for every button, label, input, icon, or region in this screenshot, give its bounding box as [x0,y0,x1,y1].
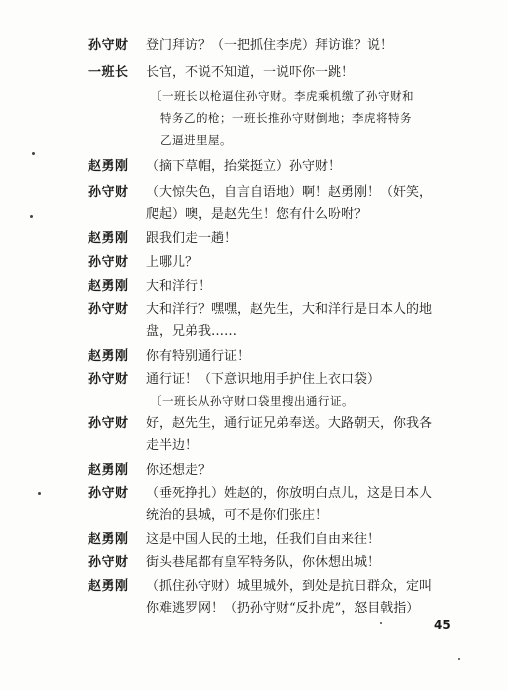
speaker-name: 孙守财 [88,416,129,431]
speaker-name: 孙守财 [88,372,129,387]
dialogue-text: 上哪儿？ [146,255,199,270]
stage-direction: 〔一班长以枪逼住孙守财。李虎乘机缴了孙守财和 [150,89,414,103]
dialogue-text: （垂死挣扎）姓赵的，你放明白点儿，这是日本人 [146,486,433,501]
dialogue-continuation: 盘，兄弟我…… [146,324,238,339]
dialogue-text: （大惊失色，自言自语地）啊！赵勇刚！（奸笑， [146,185,433,200]
dialogue-continuation: 爬起）噢，是赵先生！您有什么吩咐？ [146,207,368,222]
speaker-name: 孙守财 [88,255,129,270]
dialogue-text: 通行证！（下意识地用手护住上衣口袋） [146,372,381,387]
speaker-name: 赵勇刚 [88,279,129,294]
dialogue-text: 你有特别通行证！ [146,349,251,364]
scan-speck [38,492,41,495]
speaker-name: 赵勇刚 [88,159,129,174]
dialogue-text: （摘下草帽，抬棠挺立）孙守财！ [146,159,342,174]
speaker-name: 孙守财 [88,38,129,53]
speaker-name: 孙守财 [88,185,129,200]
dialogue-continuation: 统治的县城，可不是你们张庄！ [146,508,329,523]
stage-direction: 特务乙的枪；一班长推孙守财倒地；李虎将特务 [160,111,412,125]
dialogue-text: 街头巷尾都有皇军特务队，你休想出城！ [146,555,381,570]
speaker-name: 赵勇刚 [88,463,129,478]
stage-direction: 〔一班长从孙守财口袋里搜出通行证。 [150,394,354,408]
dialogue-text: 你还想走？ [146,463,212,478]
speaker-name: 赵勇刚 [88,532,129,547]
dialogue-text: 这是中国人民的土地，任我们自由来往！ [146,532,381,547]
speaker-name: 孙守财 [88,555,129,570]
speaker-name: 赵勇刚 [88,349,129,364]
scan-speck [458,658,460,660]
dialogue-text: 好，赵先生，通行证兄弟奉送。大路朝天，你我各 [146,416,433,431]
dialogue-text: 跟我们走一趟！ [146,231,238,246]
dialogue-text: 大和洋行？嘿嘿，赵先生，大和洋行是日本人的地 [146,302,433,317]
speaker-name: 赵勇刚 [88,579,129,594]
dialogue-text: 长官，不说不知道，一说吓你一跳！ [146,65,355,80]
speaker-name: 孙守财 [88,486,129,501]
dialogue-text: 登门拜访？（一把抓住李虎）拜访谁？说！ [146,38,394,53]
scan-speck [380,622,382,624]
page-number: 45 [434,618,451,632]
stage-direction: 乙逼进里屋。 [160,133,232,147]
scan-speck [32,152,35,155]
dialogue-text: 大和洋行！ [146,279,212,294]
dialogue-continuation: 你难逃罗网！（扔孙守财“反扑虎”，怒目戟指） [146,601,420,616]
speaker-name: 一班长 [88,65,129,80]
dialogue-text: （抓住孙守财）城里城外，到处是抗日群众，定叫 [146,579,433,594]
speaker-name: 孙守财 [88,302,129,317]
dialogue-continuation: 走半边！ [146,438,199,453]
speaker-name: 赵勇刚 [88,231,129,246]
scan-speck [30,215,33,218]
